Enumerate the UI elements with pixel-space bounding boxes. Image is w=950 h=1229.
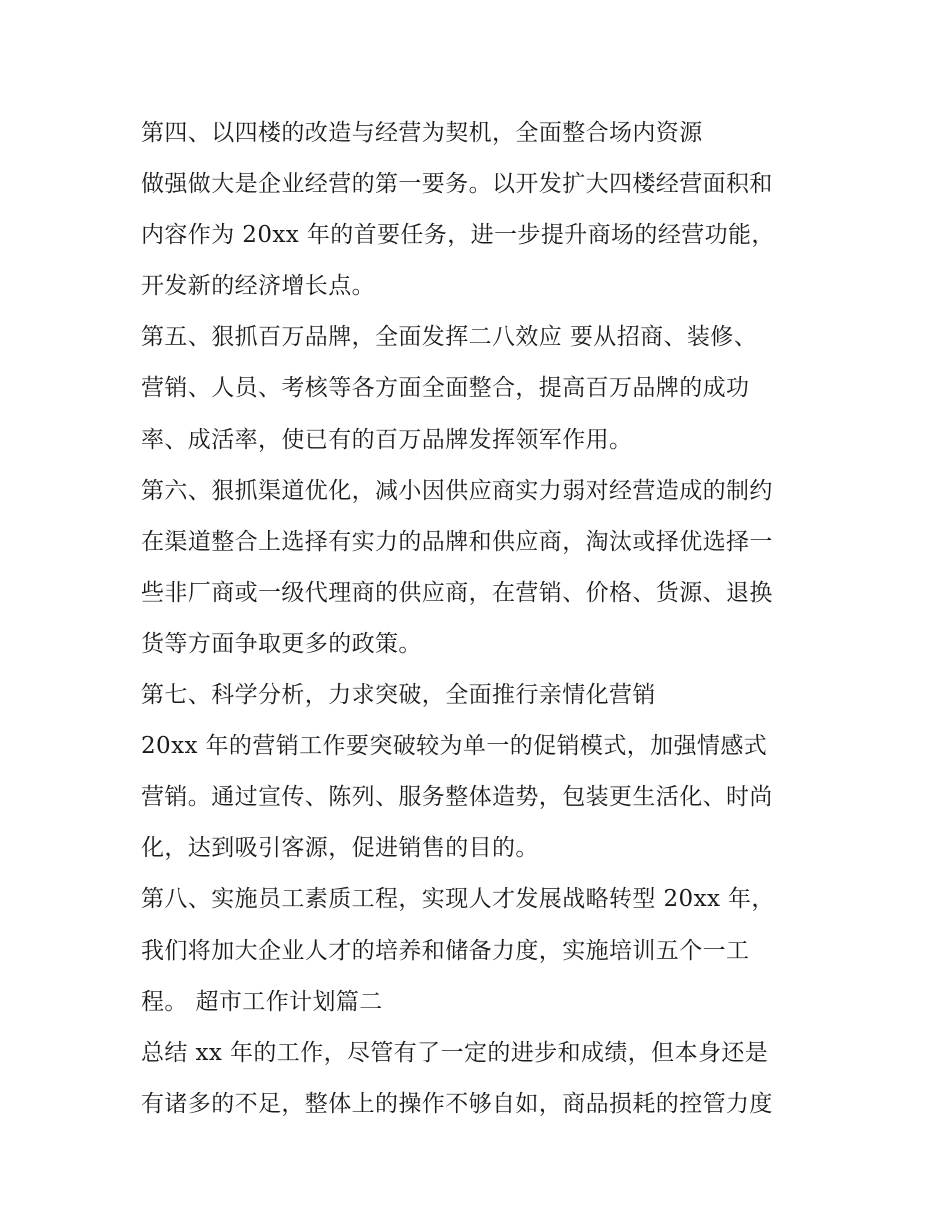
text-line: 内容作为 20xx 年的首要任务，进一步提升商场的经营功能，	[141, 222, 775, 249]
text-line: 营销。通过宣传、陈列、服务整体造势，包装更生活化、时尚	[141, 784, 773, 811]
text-line: 化，达到吸引客源，促进销售的目的。	[141, 835, 539, 862]
text-line: 有诸多的不足，整体上的操作不够自如，商品损耗的控管力度	[141, 1090, 773, 1117]
document-body	[141, 108, 831, 1130]
text-line: 20xx 年的营销工作要突破较为单一的促销模式，加强情感式	[141, 733, 768, 760]
text-line: 货等方面争取更多的政策。	[141, 630, 422, 657]
text-line: 在渠道整合上选择有实力的品牌和供应商，淘汰或择优选择一	[141, 528, 773, 555]
text-line: 开发新的经济增长点。	[141, 273, 375, 300]
text-line: 总结 xx 年的工作，尽管有了一定的进步和成绩，但本身还是	[141, 1039, 769, 1066]
text-line: 率、成活率，使已有的百万品牌发挥领军作用。	[141, 426, 633, 453]
text-line: 第八、实施员工素质工程，实现人才发展战略转型 20xx 年，	[141, 886, 775, 913]
text-line: 些非厂商或一级代理商的供应商，在营销、价格、货源、退换	[141, 579, 773, 606]
text-line: 第七、科学分析，力求突破，全面推行亲情化营销	[141, 682, 656, 709]
text-line: 做强做大是企业经营的第一要务。以开发扩大四楼经营面积和	[141, 171, 773, 198]
text-line: 第六、狠抓渠道优化，减小因供应商实力弱对经营造成的制约	[141, 477, 773, 504]
text-line: 营销、人员、考核等各方面全面整合，提高百万品牌的成功	[141, 375, 750, 402]
text-line: 第四、以四楼的改造与经营为契机，全面整合场内资源	[141, 120, 703, 146]
text-line: 程。 超市工作计划篇二	[141, 988, 383, 1015]
text-line: 第五、狠抓百万品牌，全面发挥二八效应 要从招商、装修、	[141, 324, 758, 351]
text-line: 我们将加大企业人才的培养和储备力度，实施培训五个一工	[141, 937, 750, 964]
